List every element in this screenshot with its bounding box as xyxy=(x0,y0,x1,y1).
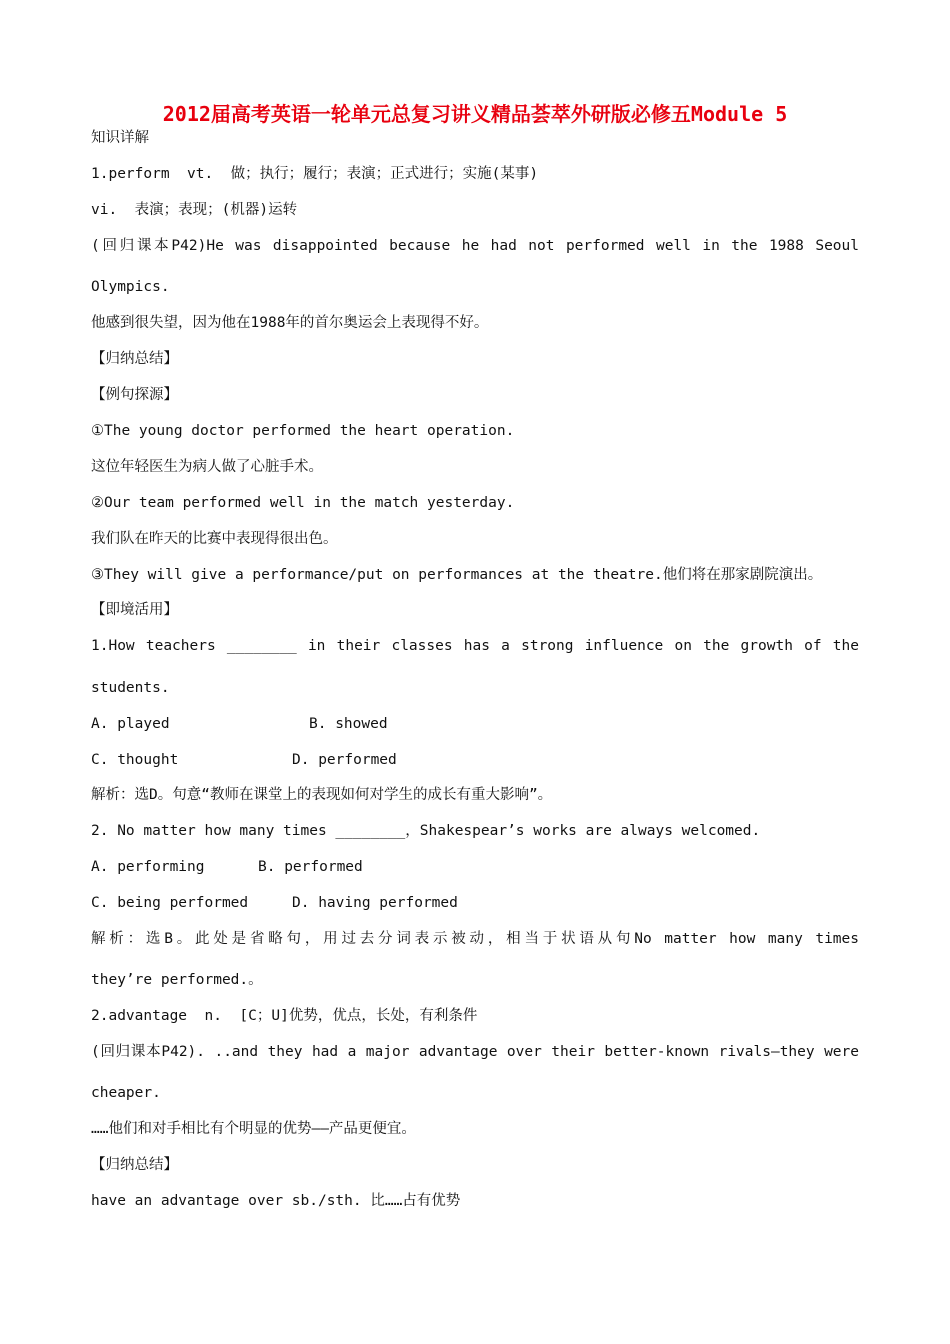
option-b: B. showed xyxy=(309,716,388,732)
vocab-entry-advantage: 2.advantage n. [C；U]优势，优点，长处，有利条件 xyxy=(91,1008,478,1024)
question-1-cont: students. xyxy=(91,680,170,696)
answer-explanation: 解析：选D。句意“教师在课堂上的表现如何对学生的成长有重大影响”。 xyxy=(91,787,553,803)
example-sentence: ①The young doctor performed the heart operation. xyxy=(91,423,515,439)
translation: ……他们和对手相比有个明显的优势——产品更便宜。 xyxy=(91,1121,416,1137)
textbook-sentence-cont: Olympics. xyxy=(91,279,170,295)
example-translation: 这位年轻医生为病人做了心脏手术。 xyxy=(91,459,323,475)
option-c: C. being performed xyxy=(91,895,249,911)
option-d: D. having performed xyxy=(292,895,458,911)
textbook-sentence: (回归课本P42)He was disappointed because he had not performed well in the 1988 Seoul xyxy=(91,238,859,254)
vocab-entry-perform-vi: vi. 表演；表现；(机器)运转 xyxy=(91,202,298,218)
examples-heading: 【例句探源】 xyxy=(91,387,178,403)
textbook-sentence-cont: cheaper. xyxy=(91,1085,161,1101)
answer-explanation-cont: they’re performed.。 xyxy=(91,972,263,988)
answer-explanation: 解析：选B。此处是省略句，用过去分词表示被动，相当于状语从句No matter how many times xyxy=(91,931,859,947)
example-sentence: ②Our team performed well in the match yesterday. xyxy=(91,495,515,511)
vocab-entry-perform: 1.perform vt. 做；执行；履行；表演；正式进行；实施(某事) xyxy=(91,166,539,182)
document-title: 2012届高考英语一轮单元总复习讲义精品荟萃外研版必修五Module 5 xyxy=(162,102,788,126)
translation: 他感到很失望，因为他在1988年的首尔奥运会上表现得不好。 xyxy=(91,315,489,331)
option-a: A. performing xyxy=(91,859,205,875)
practice-heading: 【即境活用】 xyxy=(91,602,178,618)
section-heading: 知识详解 xyxy=(91,130,149,146)
option-a: A. played xyxy=(91,716,170,732)
textbook-sentence: (回归课本P42). ..and they had a major advantage over their better-known rivals—they were xyxy=(91,1044,859,1060)
summary-heading: 【归纳总结】 xyxy=(91,351,178,367)
option-b: B. performed xyxy=(258,859,363,875)
option-c: C. thought xyxy=(91,752,179,768)
example-sentence: ③They will give a performance/put on performances at the theatre.他们将在那家剧院演出。 xyxy=(91,567,823,583)
question-2: 2. No matter how many times ________，Shakespear’s works are always welcomed. xyxy=(91,823,761,839)
option-d: D. performed xyxy=(292,752,397,768)
summary-heading: 【归纳总结】 xyxy=(91,1157,178,1173)
phrase-entry: have an advantage over sb./sth. 比……占有优势 xyxy=(91,1193,461,1209)
question-1: 1.How teachers ________ in their classes has a strong influence on the growth of the xyxy=(91,638,859,654)
example-translation: 我们队在昨天的比赛中表现得很出色。 xyxy=(91,531,338,547)
